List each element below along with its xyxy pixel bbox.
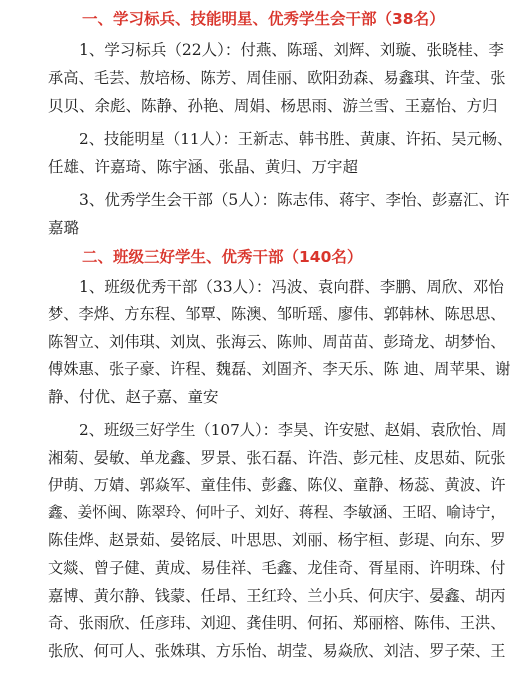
text-line: 嘉博、黄尔静、钱蒙、任昂、王红玲、兰小兵、何庆宇、晏鑫、胡丙 [48,587,506,605]
section-1-heading: 一、学习标兵、技能明星、优秀学生会干部（38名） [82,10,445,28]
text-line: 嘉璐 [48,219,80,237]
text-line: 2、技能明星（11人）：王新志、韩书胜、黄康、许拓、吴元畅、 [79,130,513,148]
text-line: 伊萌、万婧、郭焱军、童佳伟、彭鑫、陈仪、童静、杨蕊、黄波、许 [48,476,506,494]
text-line: 梦、李烨、方东程、邹覃、陈澳、邹昕瑶、廖伟、郭韩林、陈思思、 [48,305,506,323]
text-line: 张欣、何可人、张姝琪、方乐怡、胡莹、易焱欣、刘洁、罗子荣、王 [48,642,506,660]
section-2-heading: 二、班级三好学生、优秀干部（140名） [82,248,363,266]
text-line: 陈智立、刘伟琪、刘岚、张海云、陈帅、周苗苗、彭琦龙、胡梦怡、 [48,333,506,351]
text-line: 1、学习标兵（22人）：付燕、陈瑶、刘辉、刘璇、张晓桂、李 [79,41,504,59]
text-line: 鑫、姜怀闽、陈翠玲、何叶子、刘好、蒋程、李敏涵、王昭、喻诗宁， [48,504,506,521]
text-line: 3、优秀学生会干部（5人）：陈志伟、蒋宇、李怡、彭嘉汇、许 [79,191,510,209]
text-line: 任雄、许嘉琦、陈宇涵、张晶、黄归、万宇超 [48,158,359,176]
text-line: 1、班级优秀干部（33人）：冯波、袁向群、李鹏、周欣、邓怡 [79,278,504,296]
text-line: 静、付优、赵子嘉、童安 [48,388,219,406]
text-line: 2、班级三好学生（107人）：李昊、许安慰、赵娟、袁欣怡、周 [79,421,507,439]
text-line: 贝贝、余彪、陈静、孙艳、周娟、杨思雨、游兰雪、王嘉怡、方归 [48,97,498,115]
text-line: 承高、毛芸、敖培杨、陈芳、周佳丽、欧阳劲森、易鑫琪、许莹、张 [48,69,506,87]
text-line: 湘菊、晏敏、单龙鑫、罗景、张石磊、许浩、彭元桂、皮思茹、阮张 [48,449,506,467]
text-line: 奇、张雨欣、任彦玮、刘迎、龚佳明、何拓、郑丽榕、陈伟、王洪、 [48,614,506,632]
text-line: 傅姝惠、张子豪、许程、魏磊、刘圄齐、李天乐、陈 迪、周苹果、谢 [48,360,511,378]
text-line: 文燚、曾子健、黄成、易佳祥、毛鑫、龙佳奇、胥星雨、许明珠、付 [48,559,506,577]
text-line: 陈佳烨、赵景茹、晏铭辰、叶思思、刘丽、杨宇桓、彭瑅、向东、罗 [48,531,506,549]
